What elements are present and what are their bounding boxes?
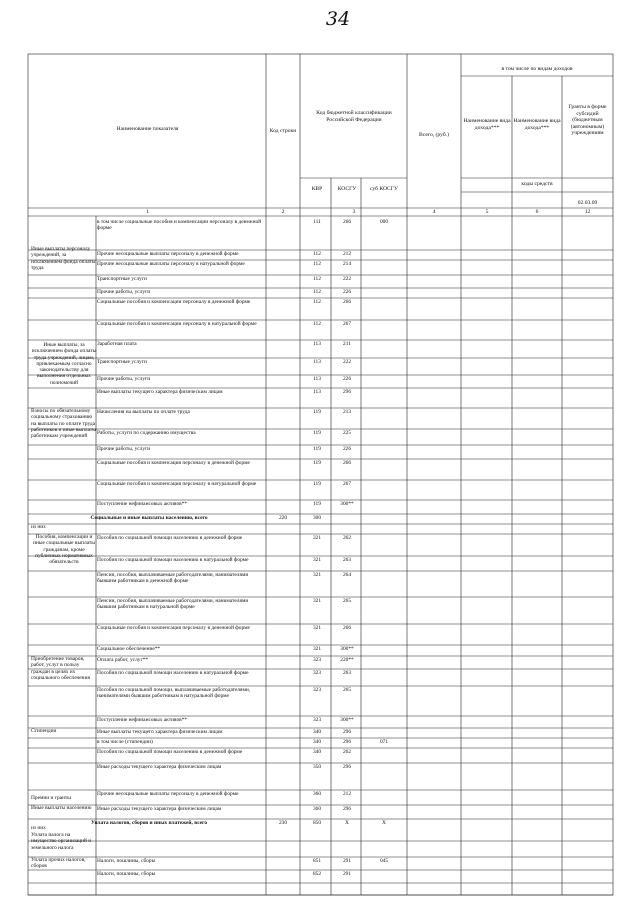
group-label: Иные выплаты населению bbox=[31, 805, 92, 811]
row-kvr: 112 bbox=[313, 321, 321, 327]
row-name: Транспортные услуги bbox=[97, 359, 147, 365]
row-kvr: 113 bbox=[313, 376, 321, 382]
row-kosgu: 300** bbox=[340, 501, 354, 507]
row-kosgu: 264 bbox=[342, 572, 352, 578]
header-code-value: 02.03.09 bbox=[577, 200, 598, 206]
row-name: в том числе (стипендии) bbox=[97, 739, 153, 745]
row-name: Социальные пособия и компенсация персоналу в натуральной форме bbox=[97, 481, 257, 487]
row-kosgu: 226 bbox=[342, 446, 352, 452]
row-name: Социальные пособия и компенсации персоналу в денежной форме bbox=[97, 299, 251, 305]
header-indicator: Наименование показателя bbox=[116, 126, 179, 132]
row-name: Прочие несоциальные выплаты персоналу в денежной форме bbox=[97, 791, 239, 797]
row-kvr: 119 bbox=[313, 481, 321, 487]
row-name: Социальные пособия и компенсация персоналу в денежной форме bbox=[97, 460, 250, 466]
header-income-type-2: Наименование вида дохода*** bbox=[513, 118, 561, 131]
row-kvr: 112 bbox=[313, 289, 321, 295]
row-name: Прочие работы, услуги bbox=[97, 289, 151, 295]
row-name: Налоги, пошлины, сборы bbox=[97, 871, 156, 877]
row-kvr: 119 bbox=[313, 409, 321, 415]
row-name: Транспортные услуги bbox=[97, 276, 147, 282]
row-kosgu: 213 bbox=[342, 409, 352, 415]
row-name: Пособия по социальной помощи населению в натуральной форме bbox=[97, 557, 249, 563]
row-name: Пособия по социальной помощи населению в натуральной форме bbox=[97, 670, 249, 676]
row-kvr: 350 bbox=[312, 764, 322, 770]
group-label: Приобретение товаров, работ, услуг в пользу граждан в целях их социального обеспечения bbox=[31, 656, 90, 681]
group-label: Уплата налога на имущество организаций и земельного налога bbox=[31, 832, 92, 851]
row-name: Поступление нефинансовых активов** bbox=[97, 717, 188, 723]
row-kvr: 321 bbox=[312, 625, 322, 631]
header-income-type-1: Наименование вида дохода*** bbox=[463, 118, 511, 131]
group-label: Пособия, компенсации и иные социальные выплаты гражданам, кроме публичных нормативных обязательств bbox=[33, 534, 95, 566]
row-name: Оплата работ, услуг** bbox=[97, 657, 149, 663]
row-kvr: 119 bbox=[313, 460, 321, 466]
row-kosgu: 225 bbox=[342, 430, 352, 436]
group-label: из них bbox=[31, 825, 46, 831]
row-line-code: 230 bbox=[278, 820, 288, 826]
row-kvr: 323 bbox=[312, 687, 322, 693]
row-line-code: 220 bbox=[278, 515, 288, 521]
header-of-which: в том числе по видам доходов bbox=[501, 66, 573, 72]
row-name: Работы, услуги по содержанию имущества bbox=[97, 430, 196, 436]
group-label: Иные выплаты персоналу учреждений, за исключением фонда оплаты труда bbox=[31, 246, 96, 271]
page-number: 34 bbox=[325, 8, 351, 30]
row-name: Поступление нефинансовых активов** bbox=[97, 501, 188, 507]
row-name: Иные расходы текущего характера физическим лицам bbox=[97, 806, 222, 812]
row-name: Иные выплаты текущего характера физическим лицам bbox=[97, 389, 223, 395]
header-kvr: КВР bbox=[311, 186, 323, 192]
row-kosgu: 266 bbox=[342, 299, 352, 305]
row-name: в том числе социальные пособия и компенсации персоналу в денежной форме bbox=[97, 219, 262, 232]
colnum-12: 12 bbox=[584, 209, 591, 215]
row-kosgu: 266 bbox=[342, 219, 352, 225]
colnum-3: 3 bbox=[352, 209, 356, 215]
row-kosgu: 263 bbox=[342, 670, 352, 676]
row-name: Социальные и иные выплаты населению, всего bbox=[90, 515, 208, 521]
row-kvr: 113 bbox=[313, 359, 321, 365]
row-kvr: 851 bbox=[312, 858, 322, 864]
row-kosgu: 262 bbox=[342, 749, 352, 755]
row-kvr: 321 bbox=[312, 598, 322, 604]
row-kvr: 300 bbox=[312, 515, 322, 521]
row-kvr: 340 bbox=[312, 729, 322, 735]
row-kvr: 119 bbox=[313, 430, 321, 436]
header-total: Всего, (руб.) bbox=[419, 132, 449, 138]
colnum-2: 2 bbox=[281, 209, 285, 215]
row-name: Начисления на выплаты по оплате труда bbox=[97, 409, 190, 415]
row-kosgu: 226 bbox=[342, 289, 352, 295]
row-kosgu: 266 bbox=[342, 460, 352, 466]
row-kosgu: 263 bbox=[342, 557, 352, 563]
row-name: Пособия по социальной помощи, выплачиваемые работодателями, нанимателями бывшим работникам в натуральной форме bbox=[97, 687, 251, 700]
row-name: Прочие несоциальные выплаты персоналу в натуральной форме bbox=[97, 261, 245, 267]
row-sub-kosgu: 071 bbox=[379, 739, 389, 745]
row-name: Пенсии, пособия, выплачиваемые работодателями, нанимателями бывшим работникам в денежной форме bbox=[97, 572, 249, 585]
row-kvr: 323 bbox=[312, 670, 322, 676]
row-kvr: 321 bbox=[312, 572, 322, 578]
header-sub-kosgu: суб КОСГУ bbox=[369, 186, 398, 192]
row-kvr: 850 bbox=[312, 820, 322, 826]
row-kvr: 852 bbox=[312, 871, 322, 877]
row-kvr: 321 bbox=[312, 535, 322, 541]
group-label: Взносы по обязательному социальному страхованию на выплаты по оплате труда работников и иные выплаты работникам учреждений bbox=[31, 408, 96, 440]
row-name: Пособия по социальной помощи населению в денежной форме bbox=[97, 535, 243, 541]
row-name: Прочие работы, услуги bbox=[97, 446, 151, 452]
row-kosgu: 300** bbox=[340, 717, 354, 723]
row-kvr: 321 bbox=[312, 646, 322, 652]
row-name: Социальное обеспечение** bbox=[97, 646, 161, 652]
row-name: Социальные пособия и компенсация персоналу в денежной форме bbox=[97, 625, 250, 631]
header-codes-label: коды средств bbox=[521, 181, 553, 187]
header-budget-class: Код бюджетной классификации Российской Федерации bbox=[316, 110, 392, 123]
row-kosgu: 222 bbox=[342, 276, 352, 282]
row-name: Иные расходы текущего характера физическим лицам bbox=[97, 764, 222, 770]
group-label: Стипендии bbox=[31, 728, 57, 734]
row-name: Социальные пособия и компенсации персоналу в натуральной форме bbox=[97, 321, 257, 327]
row-kvr: 113 bbox=[313, 341, 321, 347]
header-kosgu: КОСГУ bbox=[337, 186, 357, 192]
row-name: Пенсии, пособия, выплачиваемые работодателями, нанимателями бывшим работникам в натуральной форме bbox=[97, 598, 249, 611]
row-kvr: 113 bbox=[313, 389, 321, 395]
row-kvr: 119 bbox=[313, 446, 321, 452]
row-kosgu: 226 bbox=[342, 376, 352, 382]
row-sub-kosgu: X bbox=[382, 820, 386, 826]
row-kvr: 360 bbox=[312, 791, 322, 797]
row-kosgu: 296 bbox=[342, 729, 352, 735]
row-kosgu: 296 bbox=[342, 739, 352, 745]
colnum-4: 4 bbox=[432, 209, 436, 215]
row-kvr: 360 bbox=[312, 806, 322, 812]
row-kosgu: 267 bbox=[342, 321, 352, 327]
group-label: Уплата прочих налогов, сборов bbox=[31, 857, 86, 870]
row-name: Заработная плата bbox=[97, 341, 137, 347]
row-kvr: 323 bbox=[312, 657, 322, 663]
row-kosgu: 265 bbox=[342, 687, 352, 693]
row-name: Пособия по социальной помощи населению в денежной форме bbox=[97, 749, 243, 755]
row-name: Прочие несоциальные выплаты персоналу в денежной форме bbox=[97, 251, 239, 257]
row-kosgu: 212 bbox=[342, 251, 352, 257]
row-kvr: 119 bbox=[313, 501, 321, 507]
colnum-6: 6 bbox=[535, 209, 539, 215]
row-kosgu: 265 bbox=[342, 598, 352, 604]
row-kvr: 112 bbox=[313, 261, 321, 267]
row-kosgu: 291 bbox=[342, 871, 352, 877]
row-name: Налоги, пошлины, сборы bbox=[97, 858, 156, 864]
row-kosgu: 222 bbox=[342, 359, 352, 365]
group-label: из них bbox=[31, 524, 46, 530]
row-name: Иные выплаты текущего характера физическим лицам bbox=[97, 729, 223, 735]
row-kosgu: 262 bbox=[342, 535, 352, 541]
row-kosgu: 220** bbox=[340, 657, 354, 663]
row-kosgu: 296 bbox=[342, 389, 352, 395]
row-kvr: 340 bbox=[312, 749, 322, 755]
row-kosgu: 300** bbox=[340, 646, 354, 652]
row-sub-kosgu: 000 bbox=[379, 219, 389, 225]
header-line-code: Код строки bbox=[269, 128, 297, 134]
row-kosgu: X bbox=[345, 820, 349, 826]
row-kosgu: 296 bbox=[342, 806, 352, 812]
row-kosgu: 211 bbox=[343, 341, 351, 347]
row-kvr: 321 bbox=[312, 557, 322, 563]
row-kvr: 340 bbox=[312, 739, 322, 745]
row-kvr: 112 bbox=[313, 299, 321, 305]
row-kvr: 112 bbox=[313, 251, 321, 257]
row-name: Прочие работы, услуги bbox=[97, 376, 151, 382]
row-kosgu: 266 bbox=[342, 625, 352, 631]
row-kosgu: 267 bbox=[342, 481, 352, 487]
row-kvr: 111 bbox=[313, 219, 321, 225]
colnum-5: 5 bbox=[485, 209, 489, 215]
header-grants: Гранты в форме субсидий (бюджетным (автономным) учреждениям bbox=[568, 104, 607, 137]
group-label: Премии и гранты bbox=[31, 795, 71, 801]
row-kvr: 323 bbox=[312, 717, 322, 723]
group-label: Иные выплаты, за исключением фонда оплаты труда учреждений, лицам, привлекаемым согласно законодательству для выполнения отдельных полномочий bbox=[31, 342, 97, 386]
row-name: Уплата налогов, сборов и иных платежей, всего bbox=[90, 820, 208, 826]
row-sub-kosgu: 045 bbox=[379, 858, 389, 864]
colnum-1: 1 bbox=[146, 209, 149, 215]
row-kosgu: 214 bbox=[342, 261, 352, 267]
row-kosgu: 296 bbox=[342, 764, 352, 770]
row-kosgu: 291 bbox=[342, 858, 352, 864]
row-kosgu: 212 bbox=[342, 791, 352, 797]
row-kvr: 112 bbox=[313, 276, 321, 282]
